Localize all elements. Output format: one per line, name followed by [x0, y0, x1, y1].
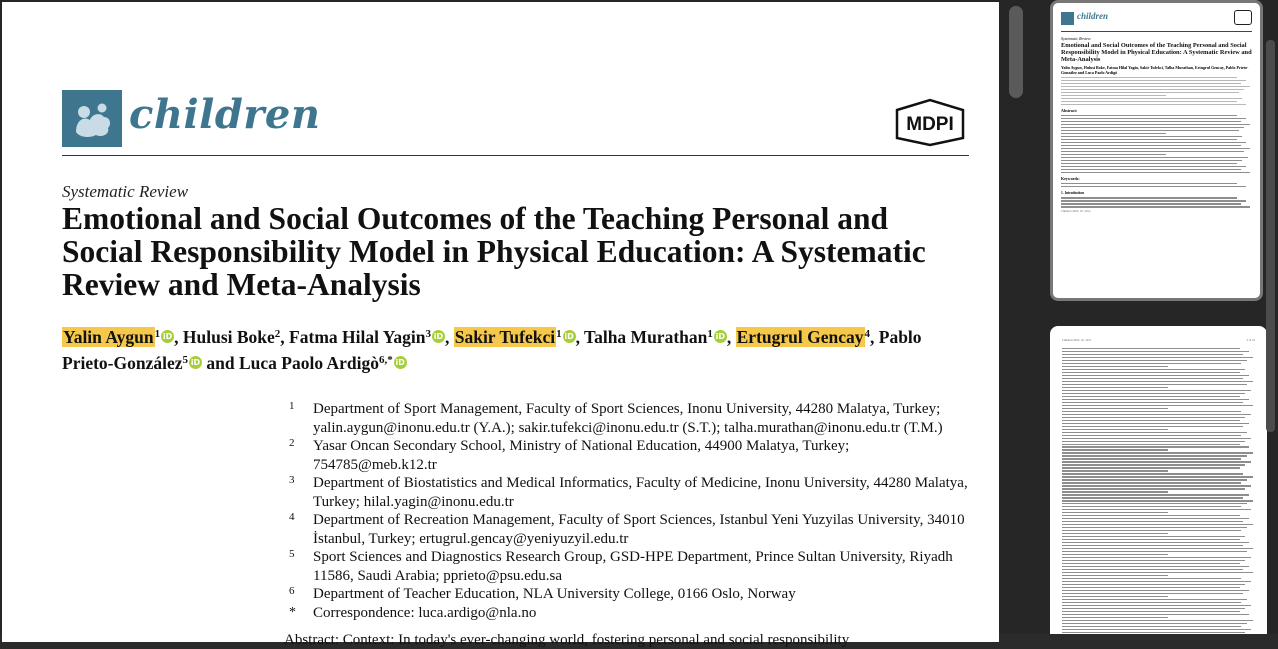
affiliation-item	[284, 604, 974, 623]
page-scrollbar-thumb[interactable]	[1009, 6, 1023, 98]
thumb-text-line	[1061, 77, 1237, 78]
thumb-text-line	[1062, 408, 1168, 409]
thumb-text-line	[1061, 118, 1246, 119]
thumb-text-line	[1061, 142, 1246, 143]
thumb-text-line	[1062, 464, 1245, 465]
thumb-text-line	[1062, 351, 1249, 352]
thumb-text-line	[1061, 139, 1237, 140]
thumb-text-line	[1061, 166, 1246, 167]
thumb-text-line	[1061, 197, 1237, 198]
thumb-text-line	[1062, 348, 1240, 349]
pdf-page-1[interactable]	[2, 2, 999, 648]
author-separator: ,	[575, 327, 585, 347]
thumb-journal-logo-icon	[1061, 12, 1074, 25]
thumb-text-line	[1061, 154, 1166, 155]
author-affiliation-ref: 1	[556, 328, 562, 340]
thumbnail-page-1[interactable]	[1050, 0, 1263, 301]
thumb-text-line	[1062, 569, 1243, 570]
thumb-affiliation-lines	[1061, 77, 1252, 105]
thumb-text-line	[1062, 399, 1249, 400]
thumb-text-line	[1062, 539, 1240, 540]
thumb-text-line	[1062, 596, 1168, 597]
orcid-icon[interactable]: iD	[395, 358, 405, 367]
thumb-text-line	[1062, 617, 1168, 618]
thumbnail-sidebar	[1040, 0, 1278, 634]
thumb-text-line	[1062, 467, 1240, 468]
thumb-text-line	[1061, 203, 1241, 204]
thumb-text-line	[1061, 115, 1237, 116]
author-name[interactable]: Hulusi Boke	[182, 327, 275, 347]
author-separator: ,	[444, 327, 454, 347]
thumb-text-line	[1061, 127, 1244, 128]
thumb-text-line	[1062, 488, 1245, 489]
thumb-abstract-lines	[1061, 115, 1252, 173]
thumb-text-line	[1062, 632, 1245, 633]
thumb-text-line	[1061, 130, 1239, 131]
thumb-text-line	[1062, 455, 1247, 456]
thumb-text-line	[1062, 491, 1168, 492]
thumb-text-line	[1062, 530, 1241, 531]
thumb-text-line	[1062, 429, 1168, 430]
thumb-text-line	[1062, 503, 1247, 504]
author-name[interactable]: Yalin Aygun	[63, 327, 154, 347]
affiliation-item	[284, 548, 974, 585]
thumb-text-line	[1062, 527, 1247, 528]
author-affiliation-ref: 6,*	[379, 354, 393, 366]
orcid-icon[interactable]: iD	[564, 332, 574, 341]
thumb-text-line	[1062, 521, 1243, 522]
author-separator: ,	[726, 327, 736, 347]
affiliation-number: 5	[289, 548, 295, 560]
affiliation-item	[284, 585, 974, 604]
affiliation-text: Department of Biostatistics and Medical Informatics, Faculty of Medicine, Inonu University, 44280 Malatya, Turkey; hilal.yagin@inonu.edu.tr	[313, 475, 968, 510]
thumb2-header-journal: Children 2023, 10, 1451	[1062, 338, 1092, 342]
thumb-text-line	[1062, 524, 1253, 525]
thumb-text-line	[1062, 390, 1251, 391]
thumb-text-line	[1062, 441, 1245, 442]
thumb-text-line	[1062, 557, 1251, 558]
author-affiliation-ref: 4	[864, 328, 870, 340]
abstract-start: Abstract: Context: In today's ever-changing world, fostering personal and social responsibility	[284, 632, 850, 648]
thumb-text-line	[1062, 590, 1249, 591]
thumb-text-line	[1062, 512, 1168, 513]
thumb-text-line	[1062, 423, 1249, 424]
thumb-text-line	[1061, 89, 1244, 90]
affiliation-text: Department of Recreation Management, Faculty of Sport Sciences, Istanbul Yeni Yuzyilas University, 34010 İstanbul, Turkey; ertugrul.gencay@yeniyuzyil.edu.tr	[313, 512, 965, 547]
thumb-text-line	[1062, 548, 1253, 549]
thumb-text-line	[1061, 121, 1241, 122]
article-type: Systematic Review	[62, 182, 189, 201]
thumb-text-line	[1062, 384, 1247, 385]
thumb-text-line	[1062, 542, 1249, 543]
thumb-text-line	[1062, 560, 1245, 561]
thumb-keywords-label: Keywords:	[1061, 176, 1080, 182]
thumb-title: Emotional and Social Outcomes of the Teaching Personal and Social Responsibility Model in Physical Education: A Systematic Review and Meta-Analysis	[1061, 42, 1252, 63]
publisher-label: MDPI	[906, 114, 954, 135]
sidebar-scrollbar[interactable]	[1266, 40, 1275, 432]
thumb-text-line	[1061, 104, 1246, 105]
thumb2-header	[1062, 338, 1255, 342]
affiliation-text: Yasar Oncan Secondary School, Ministry of National Education, 44900 Malatya, Turkey; 754785@meb.k12.tr	[313, 438, 850, 473]
thumb-text-line	[1062, 584, 1245, 585]
journal-logo-icon	[62, 90, 122, 147]
thumb-footer: Children 2023, 10, 1451.	[1061, 209, 1091, 214]
thumb-text-line	[1062, 572, 1253, 573]
thumb-text-line	[1062, 411, 1241, 412]
thumb-text-line	[1062, 473, 1243, 474]
thumb-text-line	[1061, 101, 1237, 102]
thumb-text-line	[1062, 396, 1240, 397]
affiliation-item	[284, 511, 974, 548]
thumb-text-line	[1062, 405, 1253, 406]
affiliation-text: Department of Teacher Education, NLA University College, 0166 Oslo, Norway	[313, 586, 796, 602]
thumb-text-line	[1061, 186, 1246, 187]
thumb-text-line	[1062, 509, 1251, 510]
thumb-text-line	[1062, 533, 1168, 534]
author-name[interactable]: Sakir Tufekci	[454, 327, 556, 347]
thumb-text-line	[1061, 163, 1237, 164]
thumb2-page-number: 2 of 19	[1246, 338, 1255, 342]
affiliation-number: *	[289, 604, 296, 620]
thumb-text-line	[1062, 563, 1240, 564]
affiliation-text: Department of Sport Management, Faculty of Sport Sciences, Inonu University, 44280 Malatya, Turkey; yalin.aygun@inonu.edu.tr (Y.A.); sakir.tufekci@inonu.edu.tr (S.T.); talha.murathan@inonu.edu.tr (T.M.)	[313, 401, 943, 436]
affiliation-item	[284, 474, 974, 511]
thumb-text-line	[1062, 593, 1243, 594]
thumb-text-line	[1062, 500, 1253, 501]
author-separator: ,	[870, 327, 879, 347]
thumb-text-line	[1061, 172, 1250, 173]
thumb-article-type: Systematic Review	[1061, 36, 1091, 41]
thumb-text-line	[1062, 482, 1241, 483]
affiliation-text: Sport Sciences and Diagnostics Research Group, GSD-HPE Department, Prince Sultan University, Riyadh 11586, Saudi Arabia; pprieto@psu.edu.sa	[313, 549, 953, 584]
thumb-text-line	[1062, 417, 1245, 418]
thumb-text-line	[1062, 554, 1168, 555]
author-name[interactable]: Talha Murathan	[584, 327, 708, 347]
thumb-text-line	[1062, 497, 1243, 498]
thumb-journal-header	[1061, 10, 1252, 32]
affiliation-text: Correspondence: luca.ardigo@nla.no	[313, 604, 537, 621]
thumb-text-line	[1062, 581, 1251, 582]
thumb-journal-name: children	[1077, 11, 1109, 21]
thumb2-body-lines	[1062, 348, 1255, 633]
thumb-text-line	[1062, 366, 1168, 367]
author-separator: ,	[174, 327, 183, 347]
author-name[interactable]: Pablo Prieto-González	[62, 327, 922, 373]
thumb-text-line	[1062, 360, 1247, 361]
affiliation-item	[284, 400, 974, 437]
thumb-keyword-lines	[1061, 183, 1252, 187]
author-affiliation-ref: 2	[274, 328, 281, 340]
article-title: Emotional and Social Outcomes of the Teaching Personal and Social Responsibility Model in Physical Education: A Systematic Review and Meta-Analysis	[62, 201, 926, 302]
thumbnail-page-2[interactable]	[1050, 326, 1267, 634]
thumb-text-line	[1062, 626, 1241, 627]
page-content	[62, 88, 969, 648]
thumb-text-line	[1062, 518, 1249, 519]
thumb-text-line	[1062, 602, 1241, 603]
thumb-text-line	[1062, 378, 1243, 379]
thumb-text-line	[1062, 551, 1247, 552]
thumb-text-line	[1062, 536, 1245, 537]
thumb-text-line	[1061, 148, 1250, 149]
thumb-text-line	[1062, 566, 1249, 567]
orcid-icon[interactable]: iD	[715, 332, 726, 341]
thumb-text-line	[1061, 160, 1242, 161]
affiliation-number: 1	[289, 400, 295, 412]
affiliation-list	[284, 400, 974, 622]
thumb-text-line	[1062, 629, 1251, 630]
mdpi-logo-icon	[893, 98, 967, 146]
thumb-text-line	[1061, 151, 1244, 152]
thumb-text-line	[1062, 614, 1249, 615]
thumb-text-line	[1062, 623, 1247, 624]
thumb-text-line	[1061, 169, 1241, 170]
affiliation-number: 4	[289, 511, 295, 523]
thumb-text-line	[1062, 506, 1241, 507]
thumb-text-line	[1062, 620, 1253, 621]
author-name[interactable]: Ertugrul Gencay	[736, 327, 864, 347]
affiliation-number: 2	[289, 437, 295, 449]
thumb-text-line	[1062, 369, 1245, 370]
thumb-text-line	[1062, 611, 1240, 612]
thumb-text-line	[1061, 133, 1166, 134]
thumb-intro-lines	[1061, 197, 1252, 207]
thumb-text-line	[1062, 599, 1247, 600]
thumb-text-line	[1062, 393, 1245, 394]
thumb-text-line	[1061, 83, 1241, 84]
author-affiliation-ref: 1	[707, 328, 713, 340]
thumb-text-line	[1062, 387, 1168, 388]
thumb-text-line	[1062, 372, 1240, 373]
thumb-text-line	[1061, 98, 1242, 99]
orcid-icon[interactable]: iD	[433, 332, 444, 341]
author-name[interactable]: Luca Paolo Ardigò	[238, 353, 379, 373]
thumb-text-line	[1062, 354, 1243, 355]
thumb-text-line	[1061, 183, 1237, 184]
page-scrollbar[interactable]	[1008, 6, 1024, 634]
thumb-text-line	[1062, 515, 1240, 516]
thumb-text-line	[1062, 420, 1240, 421]
thumb-text-line	[1062, 414, 1251, 415]
author-affiliation-ref: 3	[425, 328, 431, 340]
thumb-text-line	[1062, 435, 1241, 436]
thumb-text-line	[1061, 124, 1250, 125]
thumb-text-line	[1061, 206, 1250, 207]
author-affiliation-ref: 5	[182, 354, 189, 366]
thumb-text-line	[1062, 575, 1168, 576]
thumb-text-line	[1061, 145, 1241, 146]
thumb-text-line	[1062, 605, 1251, 606]
thumb-text-line	[1062, 461, 1251, 462]
author-separator: ,	[280, 327, 290, 347]
thumb-text-line	[1062, 587, 1240, 588]
thumb-text-line	[1062, 381, 1253, 382]
thumb-intro-heading: 1. Introduction	[1061, 191, 1085, 196]
thumb-text-line	[1062, 479, 1247, 480]
thumb-text-line	[1061, 86, 1250, 87]
thumb-text-line	[1062, 438, 1251, 439]
thumb-text-line	[1061, 157, 1248, 158]
orcid-icon[interactable]: iD	[162, 332, 173, 341]
affiliation-item	[284, 437, 974, 474]
author-separator: and	[202, 353, 239, 373]
thumb-text-line	[1062, 444, 1240, 445]
orcid-icon[interactable]: iD	[190, 358, 201, 367]
thumb-text-line	[1062, 375, 1249, 376]
thumb-text-line	[1061, 92, 1239, 93]
thumb-text-line	[1062, 494, 1249, 495]
thumb-text-line	[1062, 452, 1253, 453]
thumb-text-line	[1061, 80, 1246, 81]
author-list	[62, 323, 974, 375]
affiliation-number: 3	[289, 474, 295, 486]
thumb-text-line	[1062, 608, 1245, 609]
affiliation-number: 6	[289, 585, 295, 597]
thumb-authors: Yalin Aygun, Hulusi Boke, Fatma Hilal Yagin, Sakir Tufekci, Talha Murathan, Ertugrul Gencay, Pablo Prieto-González and Luca Paolo Ardigò	[1061, 65, 1249, 75]
thumb-text-line	[1062, 357, 1253, 358]
thumb-text-line	[1062, 485, 1251, 486]
thumb-text-line	[1062, 545, 1243, 546]
thumb-text-line	[1062, 402, 1243, 403]
author-affiliation-ref: 1	[154, 328, 161, 340]
thumb-mdpi-logo-icon	[1234, 10, 1252, 25]
thumb-text-line	[1062, 476, 1253, 477]
thumb-text-line	[1062, 578, 1241, 579]
thumb-abstract-label: Abstract:	[1061, 108, 1078, 114]
journal-name: children	[129, 91, 321, 138]
thumb-text-line	[1062, 446, 1249, 447]
thumb-text-line	[1062, 449, 1168, 450]
thumb-text-line	[1062, 432, 1247, 433]
thumb-text-line	[1061, 136, 1242, 137]
journal-header	[62, 88, 969, 156]
thumb-text-line	[1061, 200, 1246, 201]
author-name[interactable]: Fatma Hilal Yagin	[289, 327, 426, 347]
thumb-text-line	[1061, 95, 1166, 96]
thumb-text-line	[1062, 470, 1168, 471]
thumb-text-line	[1062, 426, 1243, 427]
thumb-text-line	[1062, 458, 1241, 459]
thumb-text-line	[1062, 363, 1241, 364]
